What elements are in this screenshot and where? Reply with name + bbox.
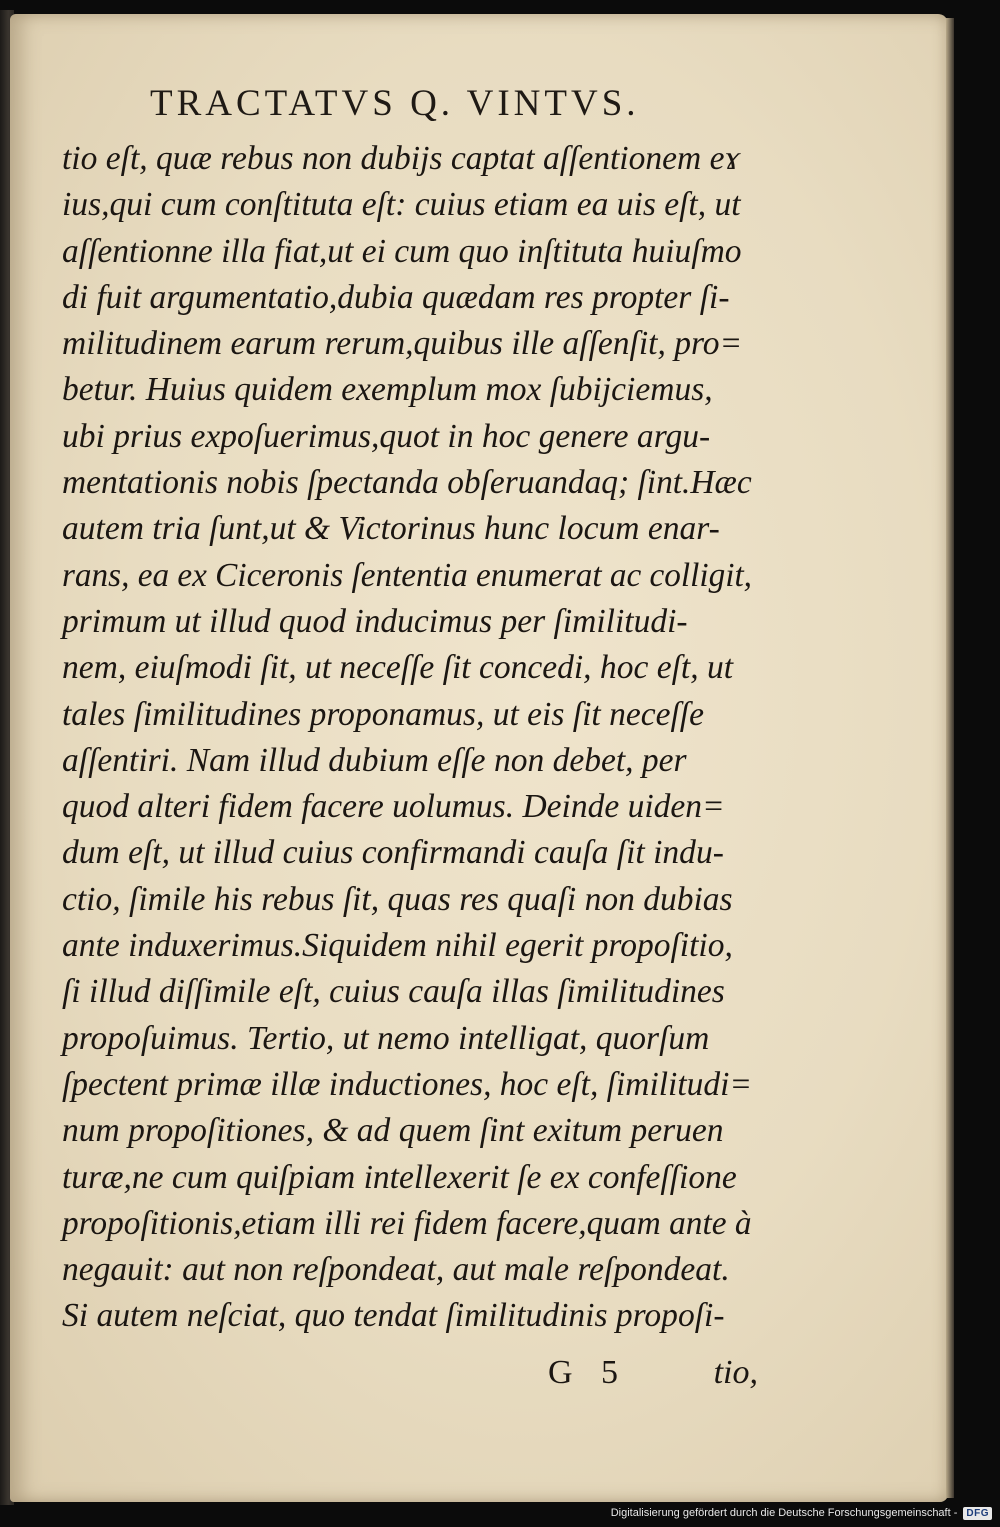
text-line: ctio, ſimile his rebus ſit, quas res quaſi non dubias [62,880,733,918]
text-line: dum eſt, ut illud cuius confirmandi cauſa ſit indu- [62,834,724,872]
page-edge-shadow [946,18,954,1498]
text-line: di fuit argumentatio,dubia quædam res propter ſi- [62,278,730,316]
text-line: ubi prius expoſuerimus,quot in hoc genere argu- [62,417,711,455]
text-line: rans, ea ex Ciceronis ſententia enumerat ac colligit, [62,556,752,594]
text-line: betur. Huius quidem exemplum mox ſubijciemus, [62,371,713,409]
text-line: ius,qui cum conſtituta eſt: cuius etiam ea uis eſt, ut [62,186,741,224]
text-line: ante induxerimus.Siquidem nihil egerit propoſitio, [62,927,733,965]
text-line: nem, eiuſmodi ſit, ut neceſſe ſit concedi, hoc eſt, ut [62,649,734,687]
catchword: tio, [713,1354,758,1391]
text-line: turæ,ne cum quiſpiam intellexerit ſe ex confeſſione [62,1158,737,1196]
signature-mark: G 5 [548,1354,629,1391]
text-line: ſi illud diſſimile eſt, cuius cauſa illas ſimilitudines [62,973,725,1011]
text-line: autem tria ſunt,ut & Victorinus hunc locum enar- [62,510,720,548]
text-line: propoſuimus. Tertio, ut nemo intelligat, quorſum [62,1019,710,1057]
credit-text: Digitalisierung gefördert durch die Deutsche Forschungsgemeinschaft - [610,1507,958,1519]
digitization-credit [611,1503,992,1523]
text-line: num propoſitiones, & ad quem ſint exitum peruen [62,1112,724,1150]
text-line: mentationis nobis ſpectanda obſeruandaq; ſint.Hæc [62,464,752,502]
text-line: primum ut illud quod inducimus per ſimilitudi- [62,602,688,640]
text-line: negauit: aut non reſpondeat, aut male reſpondeat. [62,1251,730,1289]
text-line: aſſentiri. Nam illud dubium eſſe non debet, per [62,741,687,779]
text-line: propoſitionis,etiam illi rei fidem facere,quam ante à [62,1204,752,1242]
text-line: quod alteri fidem facere uolumus. Deinde uiden= [62,788,725,826]
text-line: tales ſimilitudines proponamus, ut eis ſit neceſſe [62,695,704,733]
text-line: militudinem earum rerum,quibus ille aſſenſit, pro= [62,325,743,363]
catchline [548,1354,758,1398]
text-line: ſpectent primæ illæ inductiones, hoc eſt, ſimilitudi= [62,1065,752,1103]
body-text [62,136,762,1340]
text-line: Si autem neſciat, quo tendat ſimilitudinis propoſi- [62,1297,725,1335]
dfg-logo: DFG [963,1507,992,1520]
text-line: aſſentionne illa fiat,ut ei cum quo inſtituta huiuſmo [62,232,742,270]
running-head: TRACTATVS Q. VINTVS. [150,83,640,124]
text-line: tio eſt, quæ rebus non dubijs captat aſſentionem eɤ [62,140,740,177]
